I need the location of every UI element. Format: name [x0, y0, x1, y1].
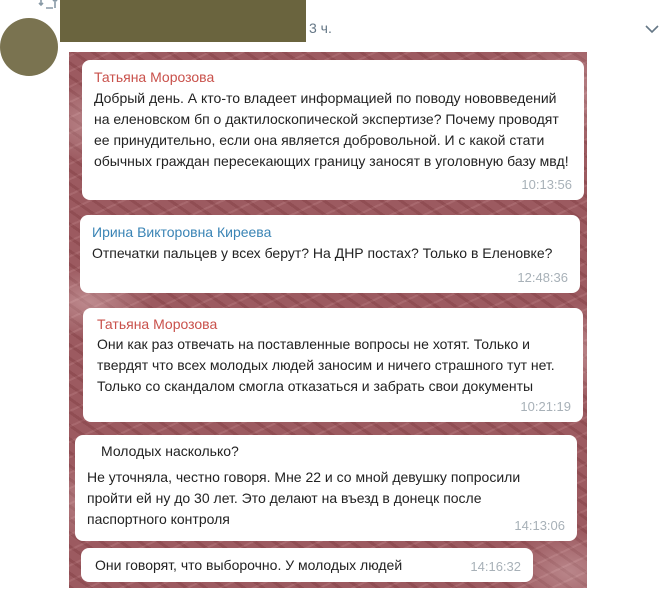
- chevron-down-icon[interactable]: [645, 24, 659, 34]
- redacted-username: [60, 0, 306, 42]
- retweet-icon[interactable]: [38, 0, 58, 10]
- message-sender: Татьяна Морозова: [94, 69, 215, 85]
- message-bubble: [75, 435, 577, 541]
- message-bubble: [80, 215, 580, 293]
- message-bubble: [81, 548, 533, 582]
- message-text: Не уточняла, честно говоря. Мне 22 и со мной девушку попросили пройти ей ну до 30 лет. Это делают на въезд в донецк после паспортного контроля: [87, 469, 521, 527]
- message-text: Они говорят, что выборочно. У молодых людей: [95, 557, 403, 573]
- message-time: 10:21:19: [520, 399, 571, 414]
- message-bubble: [83, 308, 583, 422]
- message-time: 10:13:56: [521, 177, 572, 192]
- quoted-message[interactable]: Молодых насколько?: [101, 443, 239, 459]
- message-text: Они как раз отвечать на поставленные вопросы не хотят. Только и твердят что всех молодых людей заносим и ничего страшного тут нет. Только со скандалом смогла отказаться и забрать свои документы: [97, 336, 555, 394]
- message-text: Отпечатки пальцев у всех берут? На ДНР постах? Только в Еленовке?: [92, 245, 553, 261]
- message-time: 12:48:36: [517, 270, 568, 285]
- chat-screenshot[interactable]: [69, 52, 587, 588]
- avatar[interactable]: [0, 18, 58, 76]
- message-time: 14:16:32: [470, 559, 521, 574]
- message-text: Добрый день. А кто-то владеет информацией по поводу нововведений на еленовском бп о дактилоскопической экспертизе? Почему проводят ее принудительно, если она является добровольной. И с какой стати обычных граждан пересекающих границу заносят в уголовную базу мвд!: [94, 90, 569, 169]
- message-sender: Татьяна Морозова: [97, 316, 218, 332]
- post-time[interactable]: 3 ч.: [309, 20, 332, 36]
- message-sender: Ирина Викторовна Киреева: [92, 224, 272, 240]
- message-time: 14:13:06: [514, 518, 565, 533]
- message-bubble: [82, 60, 584, 200]
